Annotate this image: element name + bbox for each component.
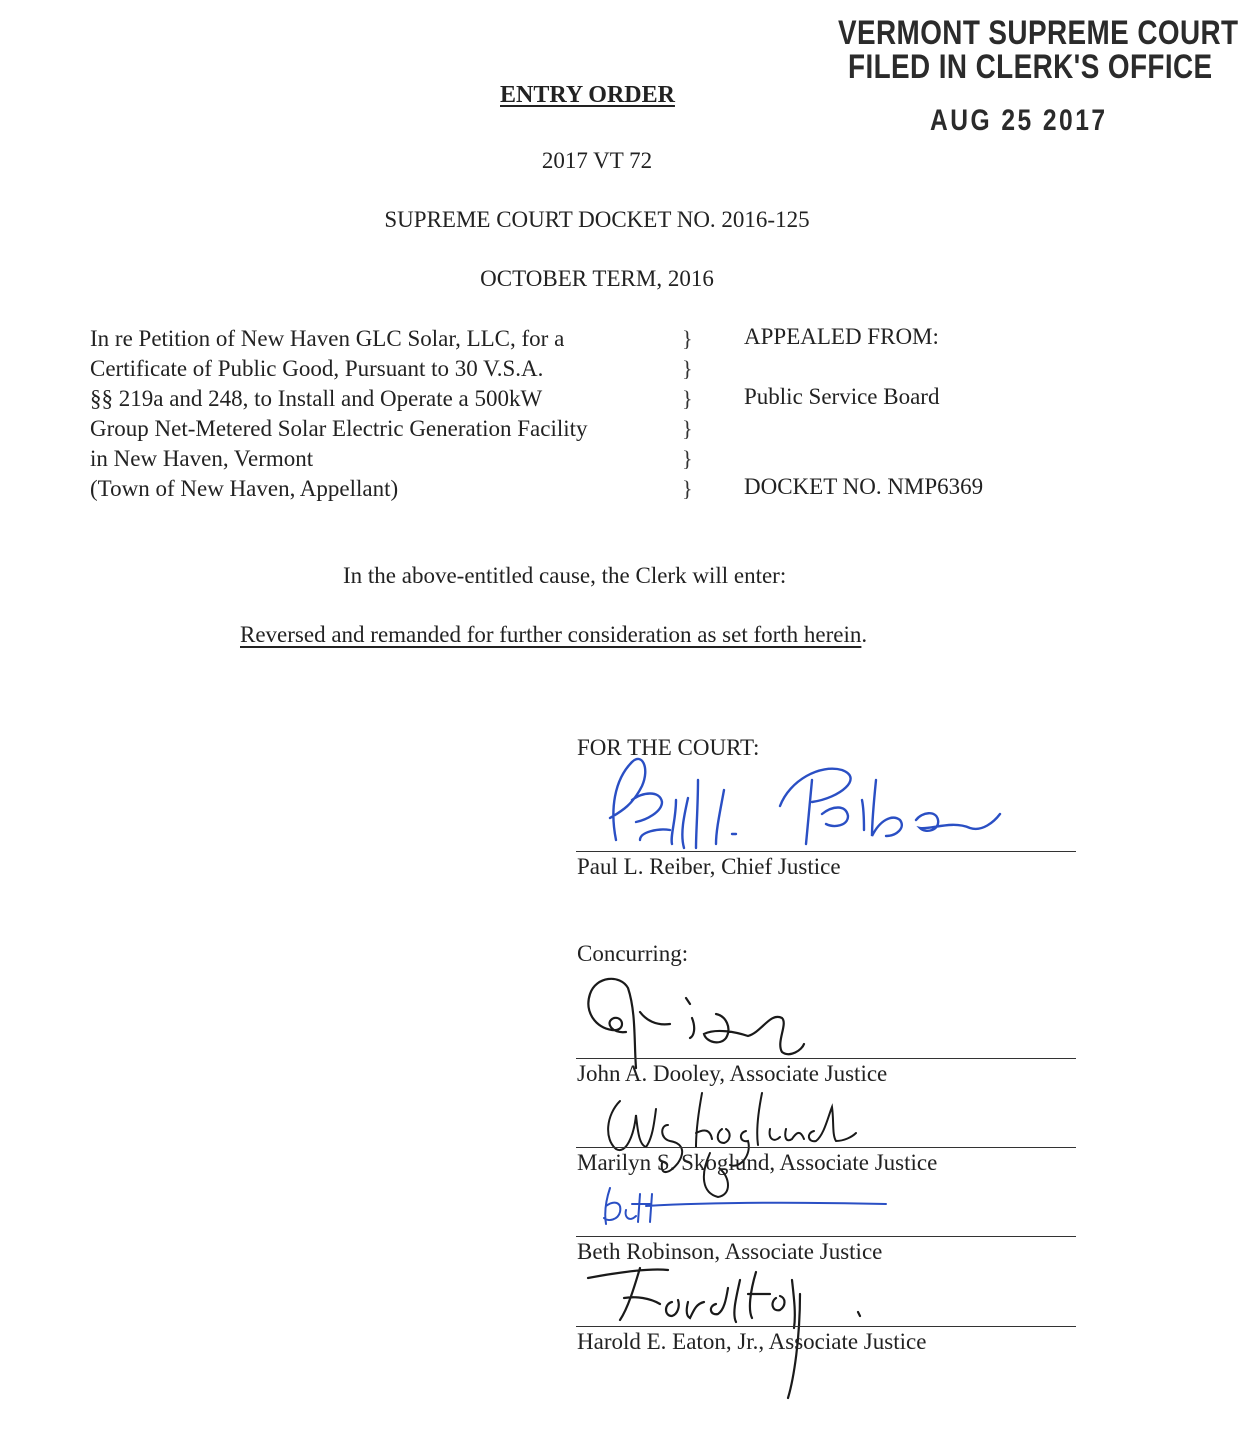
signature-stroke <box>588 979 804 1068</box>
concurring-label: Concurring: <box>577 941 689 966</box>
caption-line: in New Haven, Vermont <box>90 446 314 471</box>
caption-brace: } <box>682 356 693 381</box>
order-disposition <box>240 622 867 648</box>
chief-justice-signature <box>580 740 1040 860</box>
caption-line: (Town of New Haven, Appellant) <box>90 476 399 501</box>
lower-tribunal: Public Service Board <box>744 384 940 409</box>
filing-stamp-line-2: FILED IN CLERK'S OFFICE <box>848 48 1213 86</box>
lower-tribunal-docket: DOCKET NO. NMP6369 <box>744 474 984 499</box>
caption-brace: } <box>682 326 693 351</box>
order-intro: In the above-entitled cause, the Clerk will enter: <box>343 563 787 588</box>
signature-line <box>576 1326 1076 1327</box>
caption-line: Certificate of Public Good, Pursuant to 30 V.S.A. <box>90 356 544 381</box>
robinson-name: Beth Robinson, Associate Justice <box>577 1239 883 1264</box>
filing-stamp-line-1: VERMONT SUPREME COURT <box>838 14 1239 52</box>
caption-line: §§ 219a and 248, to Install and Operate a 500kW <box>90 386 543 411</box>
caption-line: In re Petition of New Haven GLC Solar, LLC, for a <box>90 326 565 351</box>
signature-line <box>576 1147 1076 1148</box>
docket-number: SUPREME COURT DOCKET NO. 2016-125 <box>384 207 810 232</box>
for-the-court-label: FOR THE COURT: <box>577 735 760 760</box>
skoglund-name: Marilyn S. Skoglund, Associate Justice <box>577 1150 938 1175</box>
signature-line <box>576 1058 1076 1059</box>
dooley-signature <box>576 972 816 1072</box>
eaton-name: Harold E. Eaton, Jr., Associate Justice <box>577 1329 927 1354</box>
court-term: OCTOBER TERM, 2016 <box>480 266 714 291</box>
appealed-from-label: APPEALED FROM: <box>744 324 939 349</box>
document-title: ENTRY ORDER <box>500 82 675 108</box>
dooley-name: John A. Dooley, Associate Justice <box>577 1061 888 1086</box>
filing-stamp-date: AUG 25 2017 <box>930 104 1108 137</box>
caption-brace: } <box>682 446 693 471</box>
caption-brace: } <box>682 386 693 411</box>
caption-brace: } <box>682 416 693 441</box>
disposition-period: . <box>861 622 868 647</box>
robinson-signature <box>596 1180 896 1230</box>
caption-brace: } <box>682 476 693 501</box>
caption-line: Group Net-Metered Solar Electric Generation Facility <box>90 416 588 441</box>
signature-line <box>576 1236 1076 1237</box>
signature-stroke <box>610 759 1000 848</box>
signature-stroke <box>604 1188 886 1224</box>
signature-line <box>576 851 1076 852</box>
disposition-text: Reversed and remanded for further consideration as set forth herein <box>240 622 862 647</box>
chief-justice-name: Paul L. Reiber, Chief Justice <box>577 854 841 879</box>
citation: 2017 VT 72 <box>541 148 653 173</box>
